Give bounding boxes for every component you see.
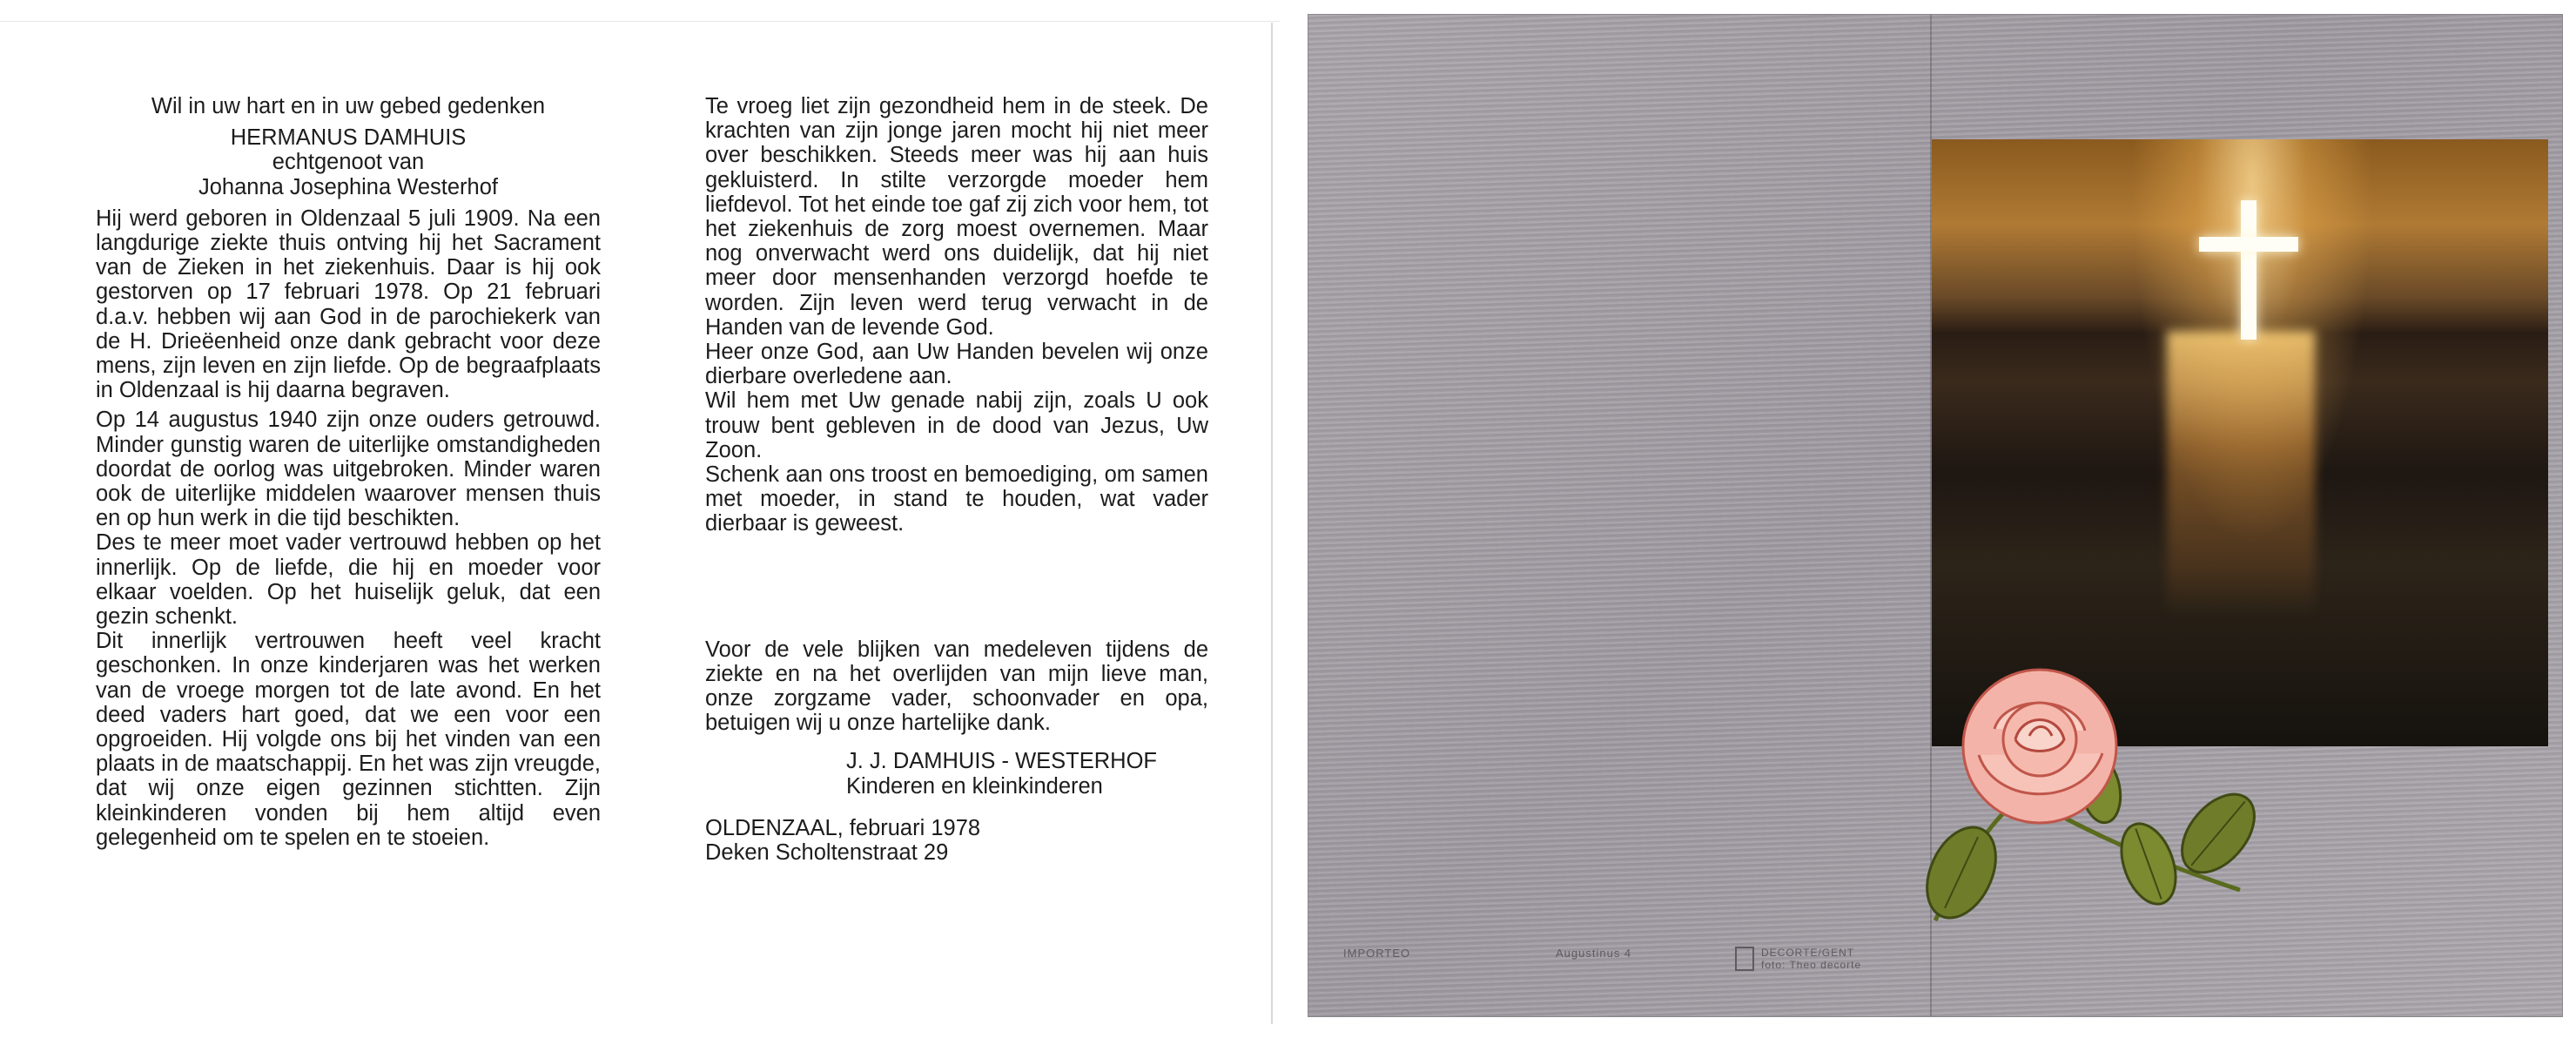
publisher-name: DECORTE/GENT xyxy=(1761,947,1855,959)
illness-paragraph: Te vroeg liet zijn gezondheid hem in de steek. De krachten van zijn jonge jaren mocht hij niet meer over beschikken. Steeds meer was hij aan huis gekluisterd. In stilte verzorgde moeder hem liefdevol. Tot het einde toe gaf zij zich voor hem, tot het ziekenhuis de zorg moest overnemen. Maar nog onverwacht werd ons duidelijk, dat hij niet meer door mensenhanden verzorgd hoefde te worden. Zijn leven werd terug verwacht in de Handen van de levende God. xyxy=(705,94,1208,340)
family-paragraph: Dit innerlijk vertrouwen heeft veel kracht geschonken. In onze kinderjaren was het werken van de vroege morgen tot de late avond. En het deed vaders hart goed, dat we een voor een opgroeiden. Hij volgde ons bij het vinden van een plaats in de maatschappij. En het was zijn vreugde, dat wij onze eigen gezinnen stichtten. Zijn kleinkinderen vonden bij hem altijd even gelegenheid om te spelen en te stoeien. xyxy=(96,629,601,850)
signature-family: Kinderen en kleinkinderen xyxy=(846,773,1103,799)
faith-paragraph: Des te meer moet vader vertrouwd hebben op het innerlijk. Op de liefde, die hij en moeder voor elkaar voelden. Op het huiselijk geluk, dat een gezin schenkt. xyxy=(96,530,601,630)
publisher-imprint xyxy=(1735,947,1861,971)
memorial-card-text-side xyxy=(19,23,1273,1024)
intro-line: Wil in uw hart en in uw gebed gedenken xyxy=(151,94,546,118)
place-date: OLDENZAAL, februari 1978 xyxy=(705,815,981,840)
biography-paragraph: Hij werd geboren in Oldenzaal 5 juli 1909. Na een langdurige ziekte thuis ontving hij het Sacrament van de Zieken in het ziekenhuis. Daar is hij ook gestorven op 17 februari 1978. Op 21 februari d.a.v. hebben wij aan God in de parochiekerk van de H. Drieëenheid onze dank gebracht voor deze mens, zijn leven en zijn liefde. Op de begraafplaats in Oldenzaal is hij daarna begraven. xyxy=(96,206,601,403)
memorial-card-cover-side xyxy=(1308,14,2563,1017)
publisher-logo-icon xyxy=(1735,947,1754,971)
deceased-name: HERMANUS DAMHUIS xyxy=(230,125,467,151)
address: Deken Scholtenstraat 29 xyxy=(705,840,949,866)
photo-credit: foto: Theo decorte xyxy=(1761,959,1862,971)
cross-icon-bar xyxy=(2199,237,2298,252)
card-model-label: Augustinus 4 xyxy=(1556,947,1632,960)
scan-edge-line xyxy=(0,21,1280,22)
cross-icon xyxy=(2241,200,2257,340)
printer-imprint: IMPORTEO xyxy=(1343,947,1411,960)
relation-line: echtgenoot van xyxy=(272,150,425,175)
sun-reflection xyxy=(2167,331,2315,618)
spouse-name: Johanna Josephina Westerhof xyxy=(198,174,498,199)
marriage-paragraph: Op 14 augustus 1940 zijn onze ouders getrouwd. Minder gunstig waren de uiterlijke omstandigheden doordat de oorlog was uitgebroken. Minder waren ook de uiterlijke middelen waarover mensen thuis en op hun werk in die tijd beschikten. xyxy=(96,408,601,531)
right-text-column xyxy=(705,94,1208,865)
signature-name: J. J. DAMHUIS - WESTERHOF xyxy=(846,749,1157,774)
prayer-paragraph-3: Schenk aan ons troost en bemoediging, om samen met moeder, in stand te houden, wat vader dierbaar is geweest. xyxy=(705,462,1208,536)
rose-icon xyxy=(1900,659,2266,964)
left-text-column xyxy=(96,94,601,850)
prayer-paragraph-2: Wil hem met Uw genade nabij zijn, zoals U ook trouw bent gebleven in de dood van Jezus, Uw Zoon. xyxy=(705,388,1208,462)
sunset-cross-photo xyxy=(1932,139,2548,746)
prayer-paragraph-1: Heer onze God, aan Uw Handen bevelen wij onze dierbare overledene aan. xyxy=(705,340,1208,389)
thanks-paragraph: Voor de vele blijken van medeleven tijdens de ziekte en na het overlijden van mijn lieve man, onze zorgzame vader, schoonvader en opa, betuigen wij u onze hartelijke dank. xyxy=(705,637,1208,736)
